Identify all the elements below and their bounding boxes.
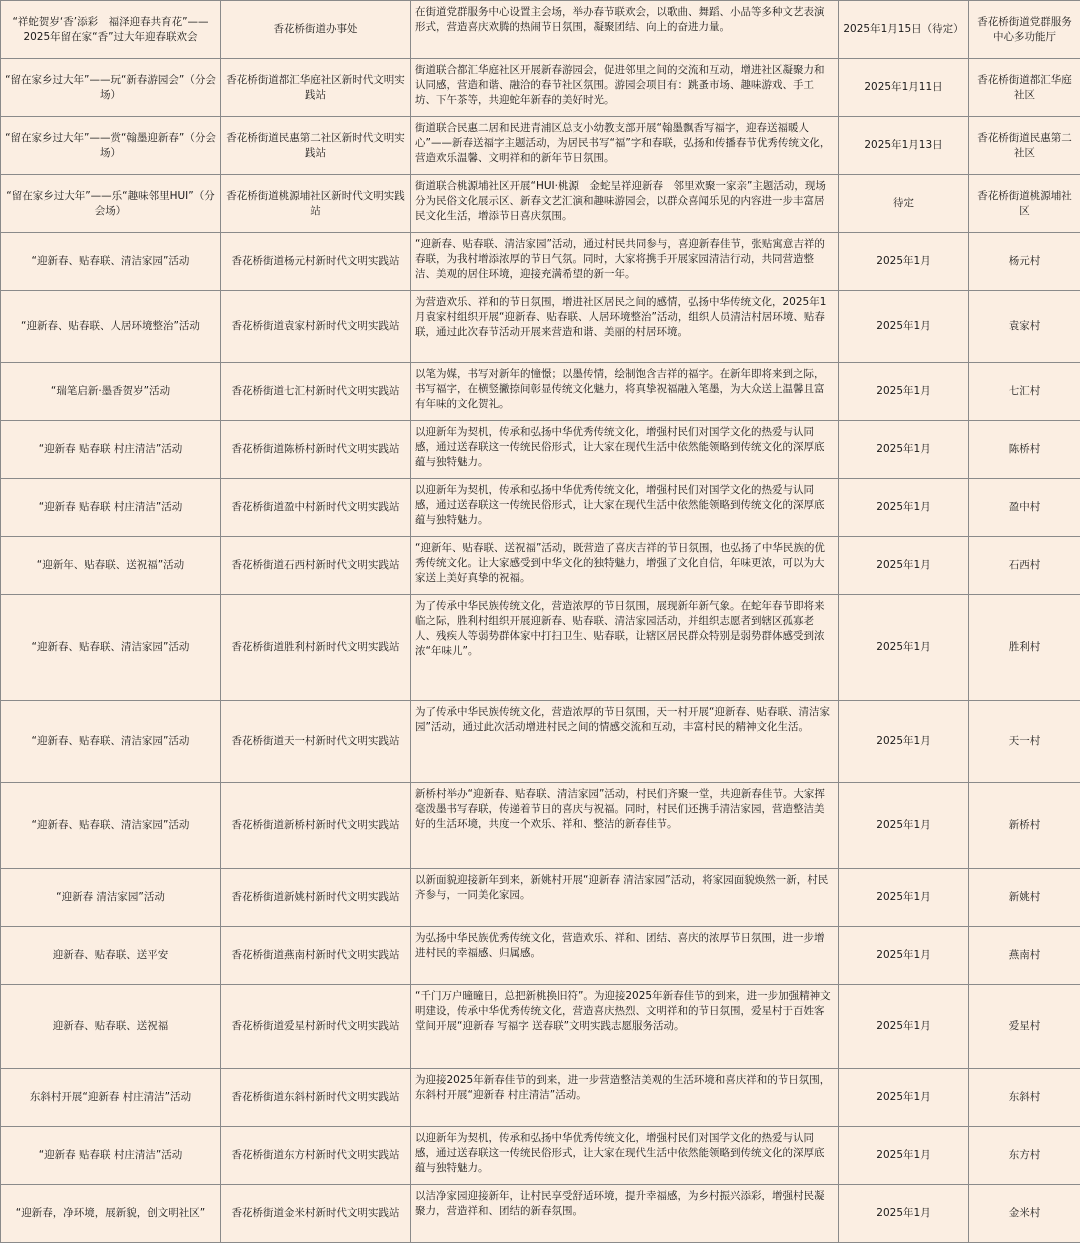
activity-content-cell: 为营造欢乐、祥和的节日氛围，增进社区居民之间的感情，弘扬中华传统文化，2025年1月袁家村组织开展“迎新春、贴春联、人居环境整治”活动，组织人员清洁村居环境、贴春联，通过此次春节活动开展来营造和谐、美丽的村居环境。 <box>411 291 839 363</box>
activity-time-cell: 2025年1月11日 <box>839 59 969 117</box>
activity-time-cell: 2025年1月13日 <box>839 117 969 175</box>
activity-location-cell: 香花桥街道桃源埔社区 <box>969 175 1080 233</box>
organizer-cell: 香花桥街道爱星村新时代文明实践站 <box>221 985 411 1069</box>
table-row <box>1 783 1080 869</box>
activity-table-body <box>1 1 1080 1243</box>
activity-name-cell: “祥蛇贺岁‘香’添彩 福泽迎春共育花”——2025年留在家“香”过大年迎春联欢会 <box>1 1 221 59</box>
activity-content-cell: 在街道党群服务中心设置主会场，举办春节联欢会，以歌曲、舞蹈、小品等多种文艺表演形式，营造喜庆欢腾的热闹节日氛围，凝聚团结、向上的奋进力量。 <box>411 1 839 59</box>
activity-name-cell: “迎新春 贴春联 村庄清洁”活动 <box>1 1127 221 1185</box>
activity-location-cell: 香花桥街道党群服务中心多功能厅 <box>969 1 1080 59</box>
activity-content-cell: 为弘扬中华民族优秀传统文化，营造欢乐、祥和、团结、喜庆的浓厚节日氛围，进一步增进村民的幸福感、归属感。 <box>411 927 839 985</box>
organizer-cell: 香花桥街道金米村新时代文明实践站 <box>221 1185 411 1243</box>
activity-content-cell: 新桥村举办“迎新春、贴春联、清洁家园”活动，村民们齐聚一堂，共迎新春佳节。大家挥毫泼墨书写春联，传递着节日的喜庆与祝福。同时，村民们还携手清洁家园，营造整洁美好的生活环境，共度一个欢乐、祥和、整洁的新春佳节。 <box>411 783 839 869</box>
activity-time-cell: 2025年1月 <box>839 537 969 595</box>
activity-content-cell: 以洁净家园迎接新年，让村民享受舒适环境，提升幸福感，为乡村振兴添彩，增强村民凝聚力，营造祥和、团结的新春氛围。 <box>411 1185 839 1243</box>
activity-location-cell: 新姚村 <box>969 869 1080 927</box>
activity-time-cell: 2025年1月 <box>839 927 969 985</box>
activity-location-cell: 石西村 <box>969 537 1080 595</box>
activity-name-cell: 迎新春、贴春联、送平安 <box>1 927 221 985</box>
activity-content-cell: 以迎新年为契机，传承和弘扬中华优秀传统文化，增强村民们对国学文化的热爱与认同感，通过送春联这一传统民俗形式，让大家在现代生活中依然能领略到传统文化的深厚底蕴与独特魅力。 <box>411 479 839 537</box>
activity-time-cell: 2025年1月 <box>839 233 969 291</box>
activity-name-cell: “迎新春 清洁家园”活动 <box>1 869 221 927</box>
organizer-cell: 香花桥街道燕南村新时代文明实践站 <box>221 927 411 985</box>
table-row <box>1 1185 1080 1243</box>
activity-time-cell: 2025年1月 <box>839 1185 969 1243</box>
activity-name-cell: “留在家乡过大年”——玩“新春游园会”（分会场） <box>1 59 221 117</box>
organizer-cell: 香花桥街道袁家村新时代文明实践站 <box>221 291 411 363</box>
activity-time-cell: 2025年1月 <box>839 985 969 1069</box>
organizer-cell: 香花桥街道办事处 <box>221 1 411 59</box>
activity-content-cell: “迎新年、贴春联、送祝福”活动，既营造了喜庆吉祥的节日氛围，也弘扬了中华民族的优秀传统文化。让大家感受到中华文化的独特魅力，增强了文化自信，年味更浓，可以为大家送上美好真挚的祝福。 <box>411 537 839 595</box>
activity-content-cell: 以笔为媒，书写对新年的憧憬；以墨传情，绘制饱含吉祥的福字。在新年即将来到之际，书写福字，在横竖撇捺间彰显传统文化魅力，将真挚祝福融入笔墨，为大众送上温馨且富有年味的文化贺礼。 <box>411 363 839 421</box>
activity-name-cell: “瑞笔启新·墨香贺岁”活动 <box>1 363 221 421</box>
activity-content-cell: “千门万户曈曈日，总把新桃换旧符”。为迎接2025年新春佳节的到来，进一步加强精神文明建设，传承中华优秀传统文化，营造喜庆热烈、文明祥和的节日氛围，爱星村于百姓客堂间开展“迎新春 写福字 送春联”文明实践志愿服务活动。 <box>411 985 839 1069</box>
table-row <box>1 59 1080 117</box>
activity-location-cell: 袁家村 <box>969 291 1080 363</box>
activity-location-cell: 爱星村 <box>969 985 1080 1069</box>
activity-name-cell: “迎新春、贴春联、清洁家园”活动 <box>1 595 221 701</box>
activity-location-cell: 东斜村 <box>969 1069 1080 1127</box>
activity-name-cell: “迎新春、贴春联、清洁家园”活动 <box>1 783 221 869</box>
organizer-cell: 香花桥街道新姚村新时代文明实践站 <box>221 869 411 927</box>
activity-name-cell: 东斜村开展“迎新春 村庄清洁”活动 <box>1 1069 221 1127</box>
table-row <box>1 1127 1080 1185</box>
activity-time-cell: 2025年1月 <box>839 1069 969 1127</box>
activity-location-cell: 盈中村 <box>969 479 1080 537</box>
table-row <box>1 537 1080 595</box>
activity-time-cell: 2025年1月 <box>839 479 969 537</box>
organizer-cell: 香花桥街道桃源埔社区新时代文明实践站 <box>221 175 411 233</box>
organizer-cell: 香花桥街道胜利村新时代文明实践站 <box>221 595 411 701</box>
activity-location-cell: 金米村 <box>969 1185 1080 1243</box>
activity-time-cell: 2025年1月 <box>839 783 969 869</box>
table-row <box>1 175 1080 233</box>
organizer-cell: 香花桥街道陈桥村新时代文明实践站 <box>221 421 411 479</box>
activity-location-cell: 胜利村 <box>969 595 1080 701</box>
organizer-cell: 香花桥街道盈中村新时代文明实践站 <box>221 479 411 537</box>
activity-content-cell: 街道联合桃源埔社区开展“HUI·桃源 金蛇呈祥迎新春 邻里欢聚一家亲”主题活动，现场分为民俗文化展示区、新春文艺汇演和趣味游园会，以群众喜闻乐见的内容进一步丰富居民文化生活，增添节日喜庆氛围。 <box>411 175 839 233</box>
activity-time-cell: 2025年1月 <box>839 701 969 783</box>
activity-name-cell: “迎新春，净环境，展新貌，创文明社区” <box>1 1185 221 1243</box>
activity-name-cell: 迎新春、贴春联、送祝福 <box>1 985 221 1069</box>
activity-content-cell: 以迎新年为契机，传承和弘扬中华优秀传统文化，增强村民们对国学文化的热爱与认同感，通过送春联这一传统民俗形式，让大家在现代生活中依然能领略到传统文化的深厚底蕴与独特魅力。 <box>411 1127 839 1185</box>
table-row <box>1 291 1080 363</box>
activity-location-cell: 香花桥街道都汇华庭社区 <box>969 59 1080 117</box>
activity-location-cell: 杨元村 <box>969 233 1080 291</box>
activity-time-cell: 2025年1月 <box>839 869 969 927</box>
activity-name-cell: “迎新春 贴春联 村庄清洁”活动 <box>1 421 221 479</box>
table-row <box>1 701 1080 783</box>
activity-location-cell: 东方村 <box>969 1127 1080 1185</box>
activity-time-cell: 2025年1月 <box>839 421 969 479</box>
activity-location-cell: 陈桥村 <box>969 421 1080 479</box>
table-row <box>1 421 1080 479</box>
activity-location-cell: 天一村 <box>969 701 1080 783</box>
activity-name-cell: “迎新春、贴春联、清洁家园”活动 <box>1 233 221 291</box>
organizer-cell: 香花桥街道杨元村新时代文明实践站 <box>221 233 411 291</box>
table-row <box>1 927 1080 985</box>
activity-content-cell: 街道联合都汇华庭社区开展新春游园会，促进邻里之间的交流和互动，增进社区凝聚力和认同感，营造和谐、融洽的春节社区氛围。游园会项目有：跳蚤市场、趣味游戏、手工坊、下午茶等，共迎蛇年新春的美好时光。 <box>411 59 839 117</box>
activity-location-cell: 七汇村 <box>969 363 1080 421</box>
activity-time-cell: 2025年1月 <box>839 291 969 363</box>
activity-location-cell: 香花桥街道民惠第二社区 <box>969 117 1080 175</box>
table-row <box>1 1 1080 59</box>
activity-content-cell: 为了传承中华民族传统文化，营造浓厚的节日氛围，天一村开展“迎新春、贴春联、清洁家园”活动，通过此次活动增进村民之间的情感交流和互动，丰富村民的精神文化生活。 <box>411 701 839 783</box>
activity-name-cell: “迎新春、贴春联、人居环境整治”活动 <box>1 291 221 363</box>
activity-name-cell: “留在家乡过大年”——赏“翰墨迎新春”（分会场） <box>1 117 221 175</box>
organizer-cell: 香花桥街道民惠第二社区新时代文明实践站 <box>221 117 411 175</box>
table-row <box>1 869 1080 927</box>
table-row <box>1 479 1080 537</box>
table-row <box>1 363 1080 421</box>
organizer-cell: 香花桥街道新桥村新时代文明实践站 <box>221 783 411 869</box>
table-row <box>1 117 1080 175</box>
activity-name-cell: “留在家乡过大年”——乐“趣味邻里HUI”（分会场） <box>1 175 221 233</box>
activity-location-cell: 新桥村 <box>969 783 1080 869</box>
activity-name-cell: “迎新春、贴春联、清洁家园”活动 <box>1 701 221 783</box>
table-row <box>1 1069 1080 1127</box>
activity-time-cell: 2025年1月 <box>839 595 969 701</box>
organizer-cell: 香花桥街道东斜村新时代文明实践站 <box>221 1069 411 1127</box>
activity-time-cell: 待定 <box>839 175 969 233</box>
table-row <box>1 233 1080 291</box>
activity-content-cell: 以新面貌迎接新年到来，新姚村开展“迎新春 清洁家园”活动，将家园面貌焕然一新，村民齐参与，一同美化家园。 <box>411 869 839 927</box>
activity-content-cell: “迎新春、贴春联、清洁家园”活动，通过村民共同参与，喜迎新春佳节，张贴寓意吉祥的春联，为我村增添浓厚的节日气氛。同时，大家将携手开展家园清洁行动，共同营造整洁、美观的居住环境，迎接充满希望的新一年。 <box>411 233 839 291</box>
table-row <box>1 985 1080 1069</box>
organizer-cell: 香花桥街道天一村新时代文明实践站 <box>221 701 411 783</box>
organizer-cell: 香花桥街道七汇村新时代文明实践站 <box>221 363 411 421</box>
activity-content-cell: 街道联合民惠二居和民进青浦区总支小幼教支部开展“翰墨飘香写福字，迎春送福暖人心”——新春送福字主题活动，为居民书写“福”字和春联，弘扬和传播春节优秀传统文化，营造欢乐温馨、文明祥和的新年节日氛围。 <box>411 117 839 175</box>
activity-time-cell: 2025年1月15日（待定） <box>839 1 969 59</box>
organizer-cell: 香花桥街道石西村新时代文明实践站 <box>221 537 411 595</box>
activity-content-cell: 为了传承中华民族传统文化，营造浓厚的节日氛围，展现新年新气象。在蛇年春节即将来临之际，胜利村组织开展迎新春、贴春联、清洁家园活动，并组织志愿者到辖区孤寡老人、残疾人等弱势群体家中打扫卫生、贴春联，让辖区居民群众特别是弱势群体感受到浓浓“年味儿”。 <box>411 595 839 701</box>
activity-name-cell: “迎新春 贴春联 村庄清洁”活动 <box>1 479 221 537</box>
table-row <box>1 595 1080 701</box>
organizer-cell: 香花桥街道都汇华庭社区新时代文明实践站 <box>221 59 411 117</box>
activity-location-cell: 燕南村 <box>969 927 1080 985</box>
activity-time-cell: 2025年1月 <box>839 363 969 421</box>
activity-content-cell: 为迎接2025年新春佳节的到来，进一步营造整洁美观的生活环境和喜庆祥和的节日氛围，东斜村开展“迎新春 村庄清洁”活动。 <box>411 1069 839 1127</box>
organizer-cell: 香花桥街道东方村新时代文明实践站 <box>221 1127 411 1185</box>
activity-content-cell: 以迎新年为契机，传承和弘扬中华优秀传统文化，增强村民们对国学文化的热爱与认同感，通过送春联这一传统民俗形式，让大家在现代生活中依然能领略到传统文化的深厚底蕴与独特魅力。 <box>411 421 839 479</box>
activity-name-cell: “迎新年、贴春联、送祝福”活动 <box>1 537 221 595</box>
activity-time-cell: 2025年1月 <box>839 1127 969 1185</box>
